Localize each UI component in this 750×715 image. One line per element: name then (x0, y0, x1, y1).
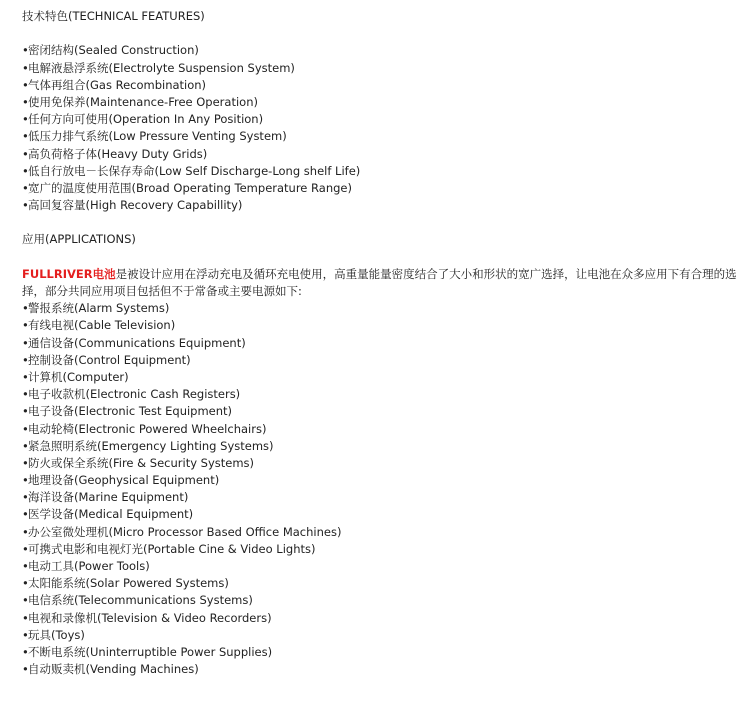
item-english-label: (Uninterruptible Power Supplies) (85, 644, 273, 659)
bullet-icon: • (22, 473, 29, 488)
item-chinese-label: 医学设备 (28, 507, 74, 522)
bullet-icon: • (22, 507, 29, 522)
item-english-label: (Computer) (62, 369, 129, 384)
bullet-icon: • (22, 146, 29, 161)
item-chinese-label: 低压力排气系统 (28, 129, 109, 144)
item-english-label: (Sealed Construction) (74, 43, 199, 58)
item-english-label: (Television & Video Recorders) (97, 610, 272, 625)
application-item (22, 506, 740, 523)
item-chinese-label: 自动贩卖机 (28, 662, 86, 677)
item-chinese-label: 电信系统 (28, 593, 74, 608)
application-item (22, 438, 740, 455)
application-item (22, 558, 740, 575)
applications-intro (22, 266, 740, 300)
spacer (22, 25, 740, 42)
bullet-icon: • (22, 163, 29, 178)
item-english-label: (Telecommunications Systems) (74, 593, 253, 608)
bullet-icon: • (22, 576, 29, 591)
bullet-icon: • (22, 627, 29, 642)
application-item (22, 592, 740, 609)
item-english-label: (Electrolyte Suspension System) (108, 60, 295, 75)
item-chinese-label: 高回复容量 (28, 198, 86, 213)
application-item (22, 627, 740, 644)
item-chinese-label: 电解液悬浮系统 (28, 60, 109, 75)
bullet-icon: • (22, 180, 29, 195)
item-english-label: (Emergency Lighting Systems) (97, 438, 274, 453)
item-chinese-label: 有线电视 (28, 318, 74, 333)
item-english-label: (Solar Powered Systems) (85, 576, 229, 591)
item-english-label: (Geophysical Equipment) (74, 473, 220, 488)
item-chinese-label: 不断电系统 (28, 644, 86, 659)
item-english-label: (Gas Recombination) (85, 77, 207, 92)
item-english-label: (Operation In Any Position) (108, 112, 264, 127)
technical-feature-item (22, 180, 740, 197)
application-item (22, 541, 740, 558)
technical-feature-item (22, 94, 740, 111)
bullet-icon: • (22, 94, 29, 109)
item-chinese-label: 警报系统 (28, 301, 74, 316)
technical-feature-item (22, 111, 740, 128)
application-item (22, 386, 740, 403)
bullet-icon: • (22, 352, 29, 367)
application-item (22, 369, 740, 386)
technical-feature-item (22, 77, 740, 94)
technical-feature-item (22, 197, 740, 214)
item-chinese-label: 宽广的温度使用范围 (28, 180, 132, 195)
bullet-icon: • (22, 662, 29, 677)
item-english-label: (Micro Processor Based Office Machines) (108, 524, 342, 539)
item-chinese-label: 低自行放电－长保存寿命 (28, 163, 155, 178)
technical-feature-item (22, 60, 740, 77)
item-english-label: (Communications Equipment) (74, 335, 246, 350)
item-english-label: (Electronic Test Equipment) (74, 404, 233, 419)
item-english-label: (High Recovery Capabillity) (85, 198, 243, 213)
item-chinese-label: 紧急照明系统 (28, 438, 97, 453)
item-english-label: (Portable Cine & Video Lights) (143, 541, 316, 556)
bullet-icon: • (22, 593, 29, 608)
application-item (22, 524, 740, 541)
intro-text: 是被设计应用在浮动充电及循环充电使用，高重量能量密度结合了大小和形状的宽广选择，让电池在众多应用下有合理的选择，部分共同应用项目包括但不于常备或主要电源如下: (22, 266, 737, 299)
item-chinese-label: 计算机 (28, 369, 63, 384)
item-english-label: (Low Self Discharge-Long shelf Life) (154, 163, 361, 178)
bullet-icon: • (22, 301, 29, 316)
item-english-label: (Control Equipment) (74, 352, 191, 367)
item-chinese-label: 海洋设备 (28, 490, 74, 505)
bullet-icon: • (22, 644, 29, 659)
item-english-label: (Toys) (51, 627, 85, 642)
item-english-label: (Heavy Duty Grids) (97, 146, 208, 161)
application-item (22, 352, 740, 369)
document-body (22, 8, 740, 678)
bullet-icon: • (22, 421, 29, 436)
application-item (22, 335, 740, 352)
item-chinese-label: 控制设备 (28, 352, 74, 367)
item-chinese-label: 电子收款机 (28, 387, 86, 402)
bullet-icon: • (22, 335, 29, 350)
item-english-label: (Cable Television) (74, 318, 176, 333)
item-chinese-label: 电动工具 (28, 559, 74, 574)
item-english-label: (Vending Machines) (85, 662, 199, 677)
item-english-label: (Power Tools) (74, 559, 150, 574)
application-item (22, 317, 740, 334)
item-english-label: (Marine Equipment) (74, 490, 189, 505)
bullet-icon: • (22, 559, 29, 574)
application-item (22, 472, 740, 489)
bullet-icon: • (22, 610, 29, 625)
bullet-icon: • (22, 404, 29, 419)
item-chinese-label: 电子设备 (28, 404, 74, 419)
application-item (22, 421, 740, 438)
technical-features-heading: 技术特色(TECHNICAL FEATURES) (22, 9, 205, 23)
item-chinese-label: 气体再组合 (28, 77, 86, 92)
item-english-label: (Electronic Cash Registers) (85, 387, 241, 402)
item-chinese-label: 密闭结构 (28, 43, 74, 58)
item-english-label: (Maintenance-Free Operation) (85, 94, 258, 109)
item-english-label: (Low Pressure Venting System) (108, 129, 287, 144)
bullet-icon: • (22, 77, 29, 92)
technical-feature-item (22, 42, 740, 59)
bullet-icon: • (22, 112, 29, 127)
item-english-label: (Alarm Systems) (74, 301, 170, 316)
item-chinese-label: 任何方向可使用 (28, 112, 109, 127)
applications-heading: 应用(APPLICATIONS) (22, 232, 136, 247)
item-chinese-label: 办公室微处理机 (28, 524, 109, 539)
item-chinese-label: 高负荷格子体 (28, 146, 97, 161)
application-item (22, 575, 740, 592)
technical-features-list (22, 42, 740, 214)
bullet-icon: • (22, 129, 29, 144)
bullet-icon: • (22, 318, 29, 333)
item-chinese-label: 太阳能系统 (28, 576, 86, 591)
application-item (22, 300, 740, 317)
item-chinese-label: 电视和录像机 (28, 610, 97, 625)
bullet-icon: • (22, 455, 29, 470)
item-chinese-label: 玩具 (28, 627, 51, 642)
item-chinese-label: 防火或保全系统 (28, 455, 109, 470)
application-item (22, 403, 740, 420)
bullet-icon: • (22, 490, 29, 505)
application-item (22, 489, 740, 506)
technical-feature-item (22, 163, 740, 180)
item-chinese-label: 使用免保养 (28, 94, 86, 109)
bullet-icon: • (22, 387, 29, 402)
bullet-icon: • (22, 60, 29, 75)
technical-feature-item (22, 128, 740, 145)
application-item (22, 661, 740, 678)
bullet-icon: • (22, 541, 29, 556)
bullet-icon: • (22, 43, 29, 58)
technical-feature-item (22, 146, 740, 163)
application-item (22, 455, 740, 472)
bullet-icon: • (22, 524, 29, 539)
item-english-label: (Medical Equipment) (74, 507, 194, 522)
bullet-icon: • (22, 369, 29, 384)
item-english-label: (Fire & Security Systems) (108, 455, 255, 470)
item-chinese-label: 可携式电影和电视灯光 (28, 541, 143, 556)
spacer (22, 214, 740, 231)
item-english-label: (Broad Operating Temperature Range) (131, 180, 352, 195)
brand-name: FULLRIVER电池 (22, 266, 116, 281)
application-item (22, 644, 740, 661)
item-chinese-label: 通信设备 (28, 335, 74, 350)
item-english-label: (Electronic Powered Wheelchairs) (74, 421, 267, 436)
item-chinese-label: 地理设备 (28, 473, 74, 488)
applications-list (22, 300, 740, 678)
bullet-icon: • (22, 198, 29, 213)
item-chinese-label: 电动轮椅 (28, 421, 74, 436)
bullet-icon: • (22, 438, 29, 453)
spacer (22, 249, 740, 266)
application-item (22, 610, 740, 627)
